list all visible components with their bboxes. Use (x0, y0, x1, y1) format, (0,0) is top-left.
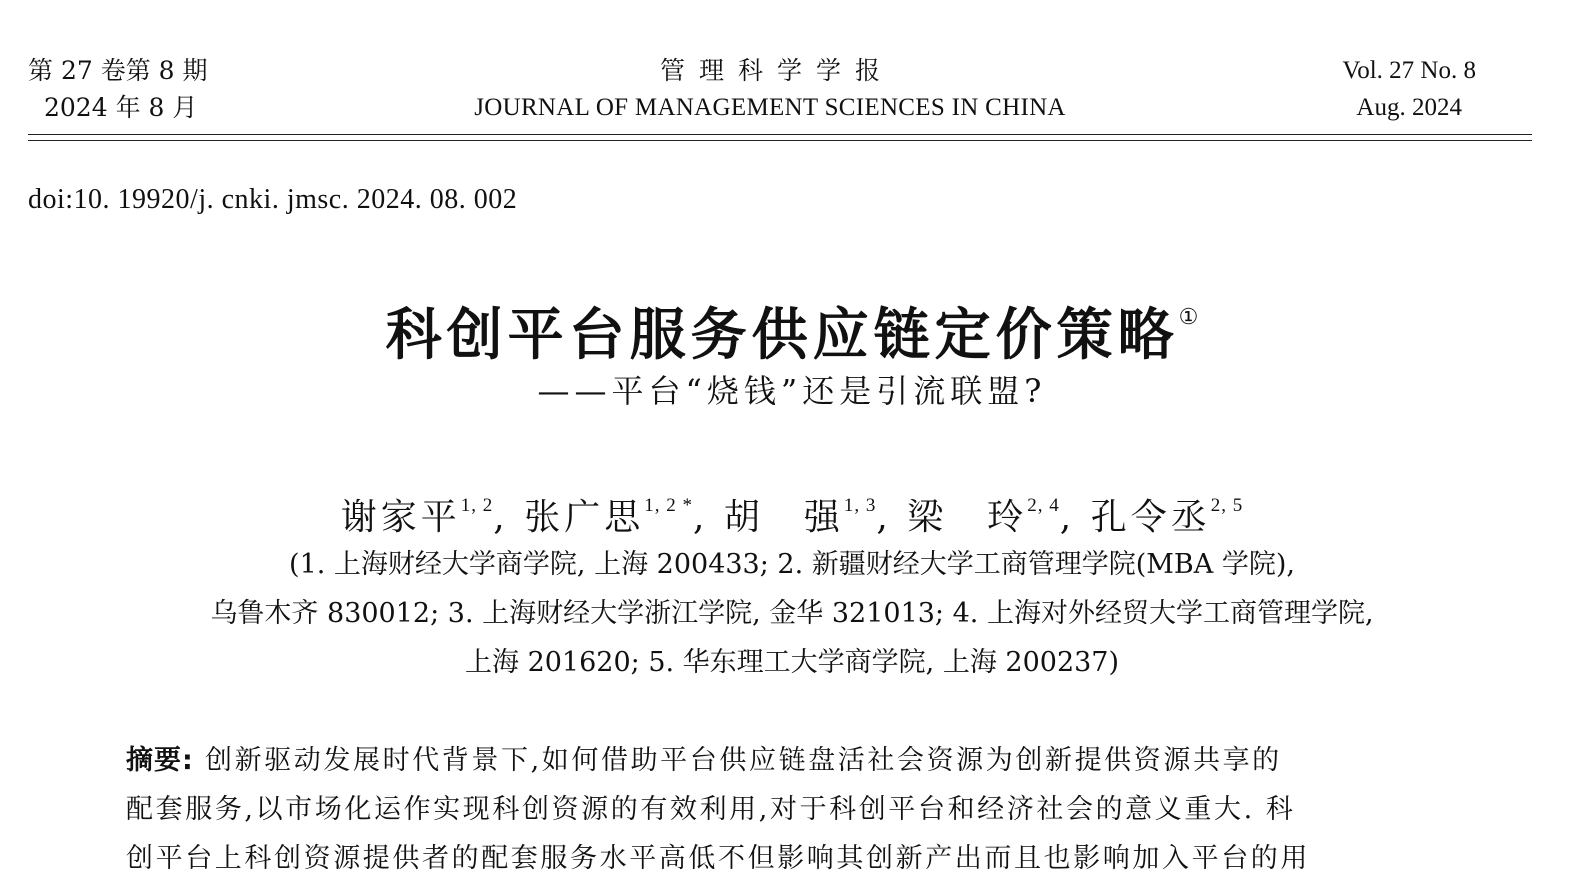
affiliation-line: 乌鲁木齐 830012; 3. 上海财经大学浙江学院, 金华 321013; 4. 上海对外经贸大学工商管理学院, (210, 598, 1374, 629)
author-affiliation-mark: 1, 2 (460, 495, 494, 516)
paper-title (0, 282, 1584, 372)
paper-title-text: 科创平台服务供应链定价策略 (385, 303, 1179, 368)
header-journal-name (430, 52, 1110, 126)
abstract-line (126, 736, 1436, 785)
author-name[interactable]: 孔令丞 (1090, 497, 1211, 538)
abstract-line: 创平台上科创资源提供者的配套服务水平高低不但影响其创新产出而且也影响加入平台的用 (126, 843, 1310, 874)
header-rule-bottom (28, 140, 1532, 141)
author-affiliation-mark: 2, 5 (1210, 495, 1244, 516)
author-affiliation-mark: 1, 2 * (644, 495, 693, 516)
abstract (126, 736, 1436, 883)
author-name[interactable]: 梁 玲 (907, 497, 1028, 538)
abstract-text: 创新驱动发展时代背景下,如何借助平台供应链盘活社会资源为创新提供资源共享的 (205, 745, 1282, 776)
header-rule-top (28, 134, 1532, 135)
author-list: 谢家平$^{1, 2}$, 张广思$^{1, 2 *}$, 胡 强$^{1, 3}$, 梁 玲$^{2, 4}$, 孔令丞$^{2, 5}$ (340, 495, 1244, 538)
affiliations (60, 540, 1524, 687)
abstract-label: 摘要: (126, 745, 194, 776)
affiliation-line: (1. 上海财经大学商学院, 上海 200433; 2. 新疆财经大学工商管理学院(MBA 学院), (289, 549, 1295, 580)
author-affiliation-mark: 2, 4 (1027, 495, 1060, 516)
header-issue-en (1342, 52, 1476, 126)
date-en: Aug. 2024 (1356, 94, 1462, 121)
journal-name-cn: 管理科学学报 (659, 56, 894, 85)
volume-en: Vol. 27 No. 8 (1342, 57, 1476, 84)
title-footnote-mark[interactable]: ① (1178, 305, 1199, 330)
affiliation-line: 上海 201620; 5. 华东理工大学商学院, 上海 200237) (464, 647, 1120, 678)
date-cn: 2024 年 8 月 (44, 93, 198, 122)
doi-link[interactable]: doi:10. 19920/j. cnki. jmsc. 2024. 08. 002 (28, 184, 518, 215)
author-name[interactable]: 张广思 (524, 497, 645, 538)
issue-cn: 第 27 卷第 8 期 (28, 56, 208, 85)
journal-header (0, 0, 1584, 150)
abstract-line: 配套服务,以市场化运作实现科创资源的有效利用,对于科创平台和经济社会的意义重大. 科 (126, 794, 1296, 825)
author-name[interactable]: 谢家平 (340, 497, 461, 538)
author-affiliation-mark: 1, 3 (843, 495, 877, 516)
author-name[interactable]: 胡 强 (723, 497, 844, 538)
header-issue-cn (28, 52, 208, 126)
paper-subtitle: ——平台“烧钱”还是引流联盟? (537, 372, 1047, 410)
journal-name-en: JOURNAL OF MANAGEMENT SCIENCES IN CHINA (474, 94, 1066, 121)
